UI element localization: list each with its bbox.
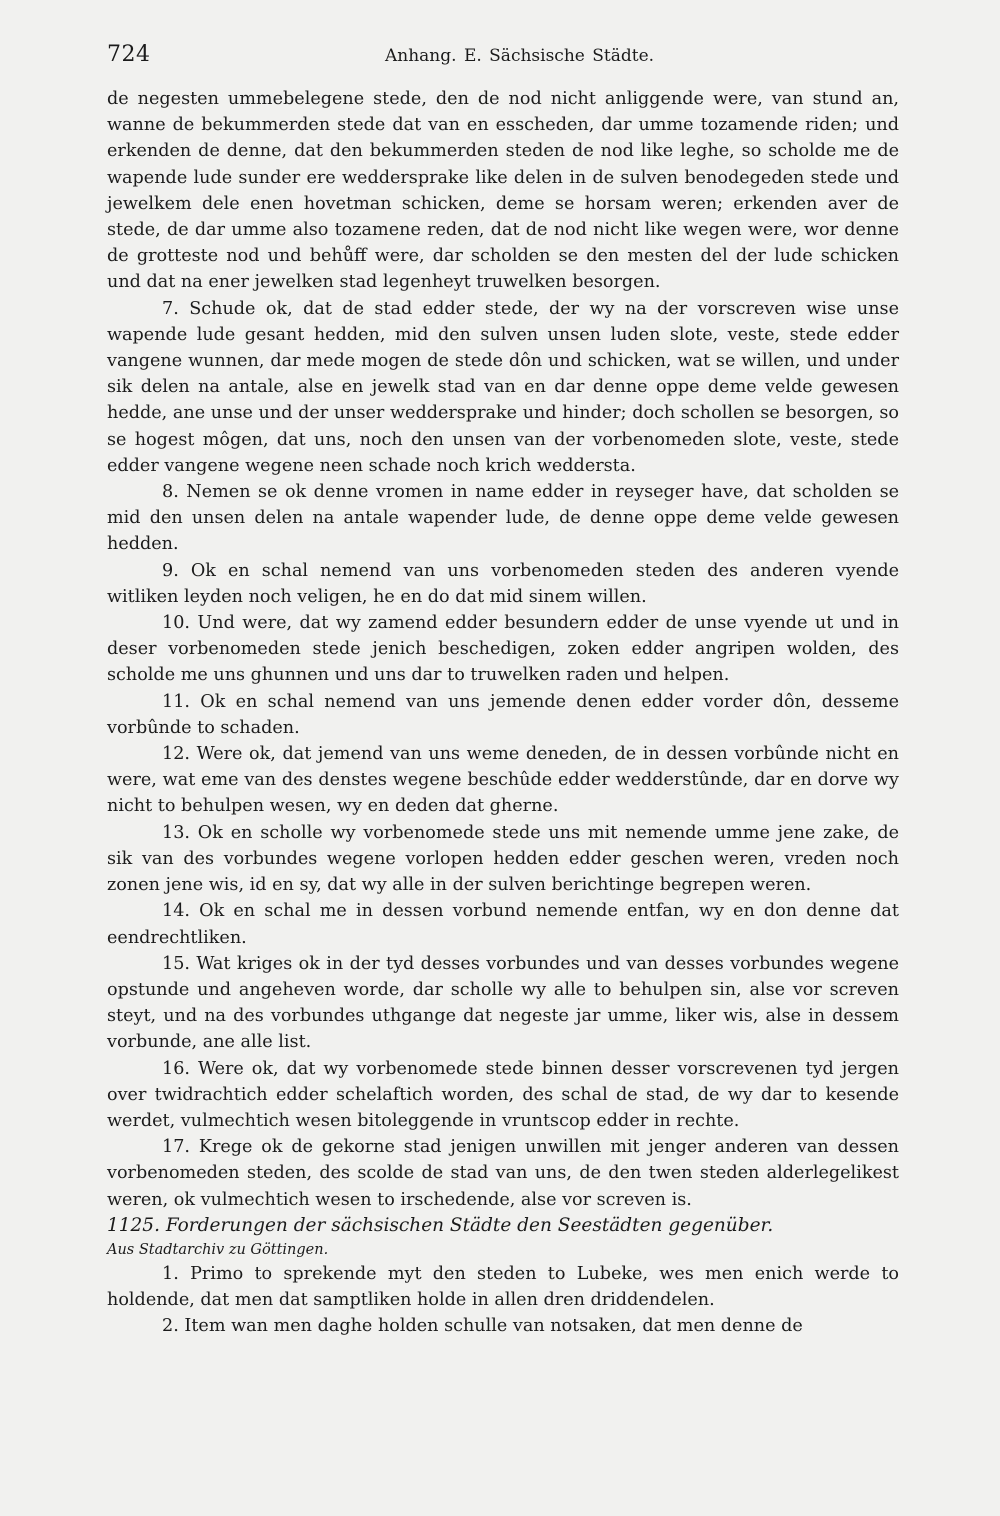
item-number: 1.	[162, 1263, 179, 1284]
article-paragraph	[107, 296, 899, 479]
continuation-paragraph: de negesten ummebelegene stede, den de nod nicht anliggende were, van stund an, wanne de bekummerden stede dat van en esscheden, dar umme tozamende riden; und erkenden de denne, dat den bekummerden steden de nod like leghe, so scholde me de wapende lude sunder ere weddersprake like delen in de sulven benodegeden stede und jewelkem dele enen hovetman schicken, deme se horsam weren; erkenden aver de stede, de dar umme also tozamene reden, dat de nod nicht like wegen were, wor denne de grotteste nod und behůff were, dar scholden se den mesten del der lude schicken und dat na ener jewelken stad legenheyt truwelken besorgen.	[107, 89, 899, 293]
item-number: 17.	[162, 1137, 190, 1158]
article-paragraph	[107, 610, 899, 689]
document-item-list	[107, 1261, 899, 1340]
item-text: Und were, dat wy zamend edder besundern edder de unse vyende ut und in deser vorbenomeden stede jenich beschedigen, zoken edder angripen wolden, des scholde me uns ghunnen und uns dar to truwelken raden und helpen.	[107, 613, 900, 686]
item-number: 8.	[162, 482, 179, 503]
item-text: Ok en schal me in dessen vorbund nemende entfan, wy en don denne dat eendrechtliken.	[107, 901, 899, 948]
article-paragraph	[107, 951, 899, 1056]
document-item	[107, 1313, 899, 1339]
article-paragraph	[107, 820, 899, 899]
item-number: 11.	[162, 691, 190, 712]
item-number: 16.	[162, 1058, 190, 1079]
item-number: 10.	[162, 613, 190, 634]
document-source: Aus Stadtarchiv zu Göttingen.	[107, 1241, 329, 1258]
item-number: 9.	[162, 560, 179, 581]
item-text: Schude ok, dat de stad edder stede, der wy na der vorscreven wise unse wapende lude gesant hedden, mid den sulven unsen luden slote, veste, stede edder vangene wunnen, dar mede mogen de stede dôn und schicken, wat se willen, und under sik delen na antale, alse en jewelk stad van en dar denne oppe deme velde gewesen hedde, ane unse und der unser weddersprake und hinder; doch schollen se besorgen, so se hogest môgen, dat uns, noch den unsen van der vorbenomeden slote, veste, stede edder vangene wegene neen schade noch krich weddersta.	[107, 298, 899, 476]
item-number: 12.	[162, 744, 190, 765]
item-text: Ok en schal nemend van uns jemende denen edder vorder dôn, desseme vorbûnde to schaden.	[107, 691, 900, 738]
item-text: Item wan men daghe holden schulle van notsaken, dat men denne de	[184, 1316, 803, 1337]
page-body	[107, 86, 899, 1339]
item-number: 13.	[162, 822, 190, 843]
item-number: 2.	[162, 1316, 179, 1337]
document-item	[107, 1261, 899, 1313]
item-number: 7.	[162, 298, 179, 319]
article-paragraph	[107, 479, 899, 558]
item-text: Nemen se ok denne vromen in name edder in reyseger have, dat scholden se mid den unsen delen na antale wapender lude, de denne oppe deme velde gewesen hedden.	[107, 482, 900, 555]
running-head: Anhang. E. Sächsische Städte.	[385, 46, 655, 66]
item-number: 15.	[162, 953, 190, 974]
item-text: Were ok, dat jemend van uns weme deneden, de in dessen vorbûnde nicht en were, wat eme van des denstes wegene beschûde edder wedderstûnde, dar en dorve wy nicht to behulpen wesen, wy en deden dat gherne.	[107, 744, 899, 817]
article-paragraph	[107, 741, 899, 820]
page-header	[107, 38, 897, 74]
page-number: 724	[107, 42, 151, 67]
item-text: Wat kriges ok in der tyd desses vorbundes und van desses vorbundes wegene opstunde und angeheven worde, dar scholle wy alle to behulpen sin, alse vor screven steyt, und na des vorbundes uthgange dat negeste jar umme, liker wis, alse in dessem vorbunde, ane alle list.	[107, 953, 899, 1053]
article-paragraph	[107, 689, 899, 741]
article-paragraph	[107, 1134, 899, 1213]
item-text: Were ok, dat wy vorbenomede stede binnen desser vorscrevenen tyd jergen over twidrachtich edder schelaftich worden, des schal de stad, de wy dar to kesende werdet, vulmechtich wesen bitoleggende in vruntscop edder in rechte.	[107, 1058, 900, 1131]
article-paragraph	[107, 898, 899, 950]
item-text: Ok en scholle wy vorbenomede stede uns mit nemende umme jene zake, de sik van des vorbundes wegene vorlopen hedden edder geschen weren, vreden noch zonen jene wis, id en sy, dat wy alle in der sulven berichtinge begrepen weren.	[107, 822, 900, 896]
item-text: Ok en schal nemend van uns vorbenomeden steden des anderen vyende witliken leyden noch veligen, he en do dat mid sinem willen.	[107, 560, 900, 607]
document-heading: 1125. Forderungen der sächsischen Städte den Seestädten gegenüber.	[107, 1214, 774, 1236]
item-number: 14.	[162, 901, 190, 922]
item-text: Krege ok de gekorne stad jenigen unwillen mit jenger anderen van dessen vorbenomeden steden, des scolde de stad van uns, de den twen steden alderlegelikest weren, ok vulmechtich wesen to irschedende, alse vor screven is.	[107, 1137, 900, 1210]
article-paragraph	[107, 1056, 899, 1135]
item-text: Primo to sprekende myt den steden to Lubeke, wes men enich werde to holdende, dat men dat samptliken holde in allen dren driddendelen.	[107, 1263, 900, 1310]
article-list	[107, 296, 899, 1213]
article-paragraph	[107, 558, 899, 610]
